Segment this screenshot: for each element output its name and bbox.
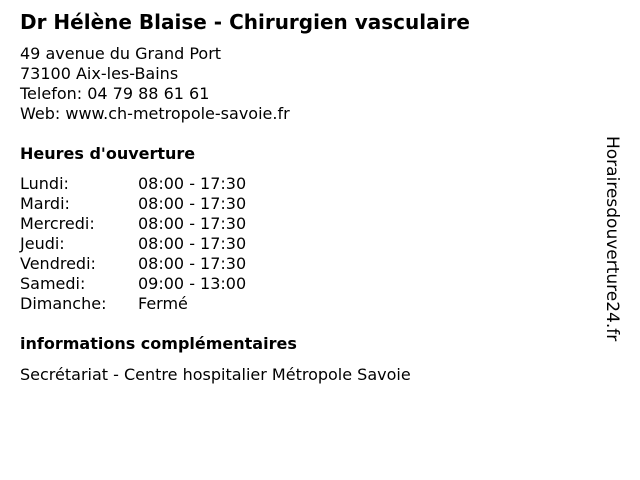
website: Web: www.ch-metropole-savoie.fr <box>20 104 290 123</box>
additional-info-text: Secrétariat - Centre hospitalier Métropole Savoie <box>20 365 411 384</box>
address-city: 73100 Aix-les-Bains <box>20 64 179 83</box>
phone-number: Telefon: 04 79 88 61 61 <box>20 84 210 103</box>
time-value: 09:00 - 13:00 <box>138 274 247 293</box>
day-label: Lundi: <box>20 174 69 193</box>
additional-info-heading: informations complémentaires <box>20 334 297 353</box>
site-watermark: Horairesdouverture24.fr <box>602 136 622 342</box>
address-block <box>20 44 290 124</box>
time-value: 08:00 - 17:30 <box>138 194 247 213</box>
day-label: Dimanche: <box>20 294 107 313</box>
day-label: Mercredi: <box>20 214 95 233</box>
page-title: Dr Hélène Blaise - Chirurgien vasculaire <box>20 10 470 34</box>
day-label: Samedi: <box>20 274 86 293</box>
opening-hours-heading: Heures d'ouverture <box>20 144 196 163</box>
day-label: Jeudi: <box>20 234 65 253</box>
time-value: 08:00 - 17:30 <box>138 214 247 233</box>
address-street: 49 avenue du Grand Port <box>20 44 222 63</box>
time-value: 08:00 - 17:30 <box>138 174 247 193</box>
time-value: 08:00 - 17:30 <box>138 254 247 273</box>
time-value: Fermé <box>138 294 188 313</box>
time-value: 08:00 - 17:30 <box>138 234 247 253</box>
day-label: Mardi: <box>20 194 70 213</box>
day-label: Vendredi: <box>20 254 96 273</box>
